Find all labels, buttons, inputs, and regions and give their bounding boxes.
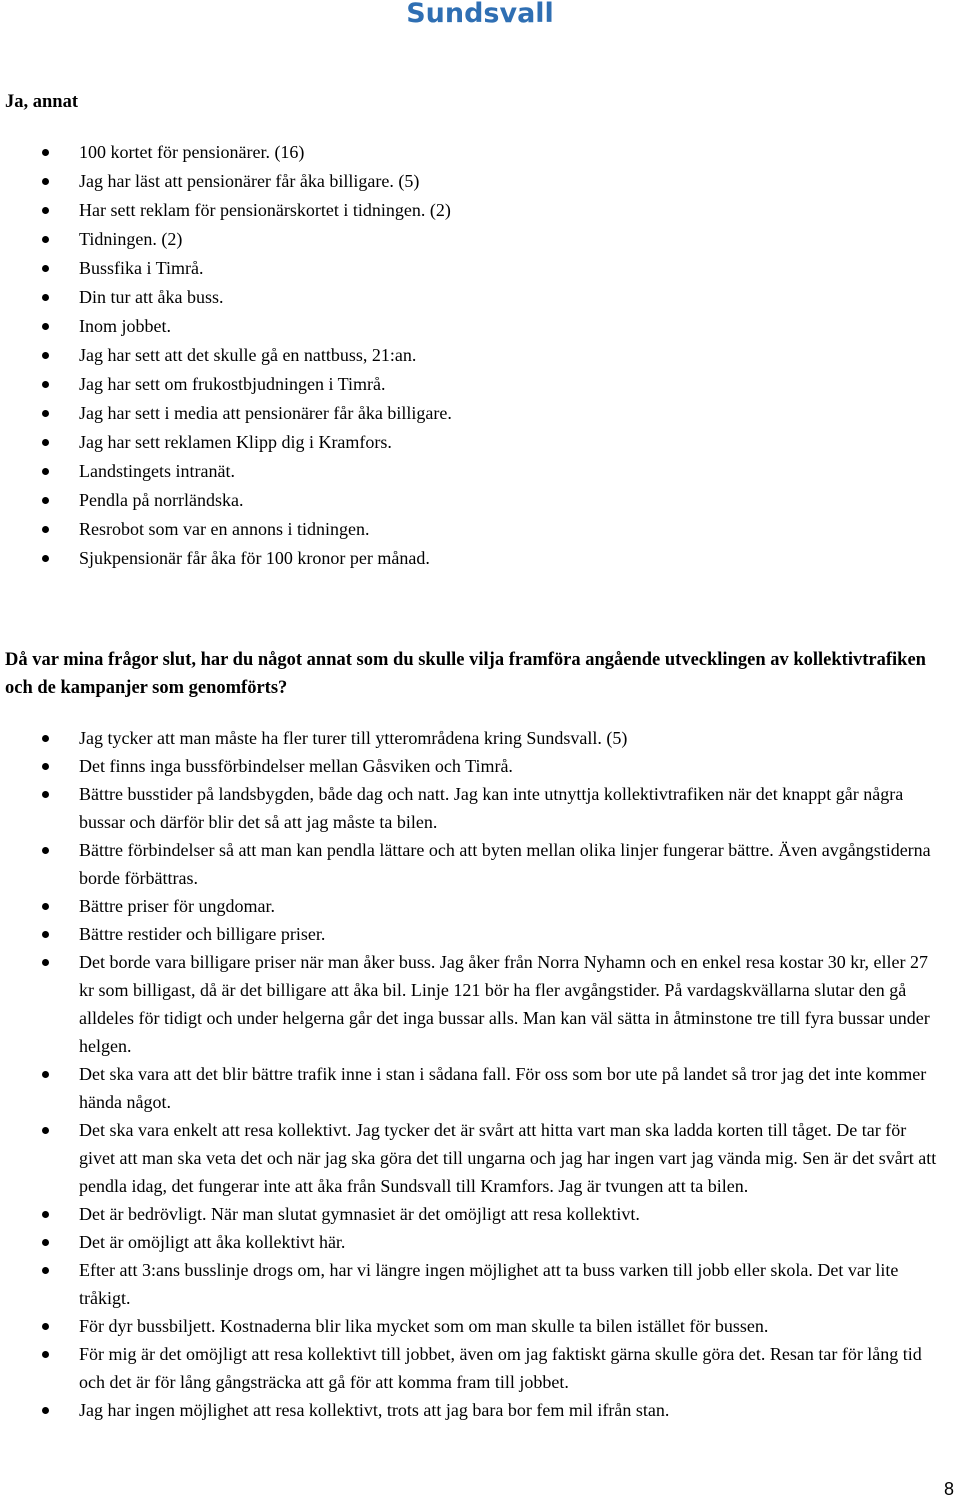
list-item-text: Inom jobbet. xyxy=(79,316,171,336)
bullet-icon xyxy=(42,265,49,272)
answer-list-final-question xyxy=(0,724,960,1424)
list-item xyxy=(0,752,960,780)
list-item xyxy=(0,836,960,892)
list-item-text: Din tur att åka buss. xyxy=(79,287,224,307)
list-item xyxy=(0,457,960,486)
list-item xyxy=(0,1396,960,1424)
list-item-text: Bättre priser för ungdomar. xyxy=(79,896,275,916)
list-item xyxy=(0,428,960,457)
bullet-icon xyxy=(42,1071,49,1078)
bullet-icon xyxy=(42,381,49,388)
bullet-icon xyxy=(42,1239,49,1246)
bullet-icon xyxy=(42,847,49,854)
list-item xyxy=(0,254,960,283)
bullet-icon xyxy=(42,323,49,330)
bullet-icon xyxy=(42,1267,49,1274)
list-item xyxy=(0,196,960,225)
list-item xyxy=(0,1116,960,1200)
list-item-text: För dyr bussbiljett. Kostnaderna blir lika mycket som om man skulle ta bilen istället för bussen. xyxy=(79,1316,769,1336)
list-item-text: Har sett reklam för pensionärskortet i tidningen. (2) xyxy=(79,200,451,220)
list-item-text: Det finns inga bussförbindelser mellan Gåsviken och Timrå. xyxy=(79,756,513,776)
section-heading-final-question: Då var mina frågor slut, har du något annat som du skulle vilja framföra angående utvecklingen av kollektivtrafiken och de kampanjer som genomförts? xyxy=(5,650,926,698)
list-item-text: Det borde vara billigare priser när man åker buss. Jag åker från Norra Nyhamn och en enkel resa kostar 30 kr, eller 27 kr som billigast, då är det billigare att åka bil. Linje 121 bör ha fler avgångstider. På vardagskvällarna slutar den gå alldeles för tidigt och under helgerna går det inga bussar alls. Man kan väl sätta in åtminstone tre till fyra bussar under helgen. xyxy=(79,952,930,1056)
list-item-text: 100 kortet för pensionärer. (16) xyxy=(79,142,305,162)
bullet-icon xyxy=(42,410,49,417)
answer-list-ja-annat xyxy=(0,138,960,573)
bullet-icon xyxy=(42,439,49,446)
list-item xyxy=(0,515,960,544)
list-item xyxy=(0,1228,960,1256)
bullet-icon xyxy=(42,1127,49,1134)
list-item-text: För mig är det omöjligt att resa kollektivt till jobbet, även om jag faktiskt gärna skulle göra det. Resan tar för lång tid och det är för lång gångsträcka att gå för att komma fram till jobbet. xyxy=(79,1344,922,1392)
bullet-icon xyxy=(42,497,49,504)
bullet-icon xyxy=(42,735,49,742)
list-item-text: Bättre busstider på landsbygden, både dag och natt. Jag kan inte utnyttja kollektivtrafiken när det knappt går några bussar och därför blir det så att jag måste ta bilen. xyxy=(79,784,904,832)
list-item xyxy=(0,486,960,515)
list-item-text: Landstingets intranät. xyxy=(79,461,235,481)
list-item-text: Sjukpensionär får åka för 100 kronor per månad. xyxy=(79,548,430,568)
list-item xyxy=(0,1200,960,1228)
page-title: Sundsvall xyxy=(406,0,554,29)
bullet-icon xyxy=(42,959,49,966)
bullet-icon xyxy=(42,178,49,185)
list-item-text: Bättre restider och billigare priser. xyxy=(79,924,326,944)
bullet-icon xyxy=(42,207,49,214)
list-item-text: Jag tycker att man måste ha fler turer till ytterområdena kring Sundsvall. (5) xyxy=(79,728,628,748)
list-item-text: Det är omöjligt att åka kollektivt här. xyxy=(79,1232,346,1252)
list-item-text: Resrobot som var en annons i tidningen. xyxy=(79,519,370,539)
bullet-icon xyxy=(42,763,49,770)
list-item-text: Jag har sett att det skulle gå en nattbuss, 21:an. xyxy=(79,345,417,365)
list-item-text: Tidningen. (2) xyxy=(79,229,183,249)
list-item xyxy=(0,225,960,254)
list-item-text: Jag har sett om frukostbjudningen i Timrå. xyxy=(79,374,386,394)
list-item xyxy=(0,1340,960,1396)
page-number: 8 xyxy=(943,1479,954,1499)
list-item-text: Det är bedrövligt. När man slutat gymnasiet är det omöjligt att resa kollektivt. xyxy=(79,1204,640,1224)
list-item-text: Det ska vara enkelt att resa kollektivt. Jag tycker det är svårt att hitta vart man ska ladda korten till tåget. De tar för givet att man ska veta det och när jag ska göra det till ungarna och jag har ingen vart jag vända mig. Sen är det svårt att pendla idag, det fungerar inte att åka från Sundsvall till Kramfors. Jag är tvungen att ta bilen. xyxy=(79,1120,937,1196)
bullet-icon xyxy=(42,526,49,533)
list-item xyxy=(0,341,960,370)
bullet-icon xyxy=(42,791,49,798)
list-item-text: Jag har sett reklamen Klipp dig i Kramfors. xyxy=(79,432,392,452)
bullet-icon xyxy=(42,1323,49,1330)
list-item xyxy=(0,167,960,196)
list-item xyxy=(0,1060,960,1116)
list-item xyxy=(0,1256,960,1312)
bullet-icon xyxy=(42,931,49,938)
list-item xyxy=(0,948,960,1060)
list-item xyxy=(0,138,960,167)
list-item-text: Jag har läst att pensionärer får åka billigare. (5) xyxy=(79,171,420,191)
bullet-icon xyxy=(42,294,49,301)
bullet-icon xyxy=(42,1211,49,1218)
bullet-icon xyxy=(42,468,49,475)
bullet-icon xyxy=(42,1407,49,1414)
bullet-icon xyxy=(42,236,49,243)
list-item-text: Jag har sett i media att pensionärer får åka billigare. xyxy=(79,403,452,423)
bullet-icon xyxy=(42,1351,49,1358)
list-item xyxy=(0,544,960,573)
list-item-text: Jag har ingen möjlighet att resa kollektivt, trots att jag bara bor fem mil ifrån stan. xyxy=(79,1400,670,1420)
list-item xyxy=(0,399,960,428)
bullet-icon xyxy=(42,352,49,359)
list-item-text: Bussfika i Timrå. xyxy=(79,258,204,278)
list-item xyxy=(0,780,960,836)
list-item-text: Pendla på norrländska. xyxy=(79,490,244,510)
list-item xyxy=(0,312,960,341)
list-item xyxy=(0,920,960,948)
list-item-text: Det ska vara att det blir bättre trafik inne i stan i sådana fall. För oss som bor ute på landet så tror jag det inte kommer hända något. xyxy=(79,1064,927,1112)
bullet-icon xyxy=(42,149,49,156)
section-heading-ja-annat: Ja, annat xyxy=(5,92,78,112)
bullet-icon xyxy=(42,903,49,910)
list-item-text: Efter att 3:ans busslinje drogs om, har vi längre ingen möjlighet att ta buss varken till jobb eller skola. Det var lite tråkigt. xyxy=(79,1260,899,1308)
list-item xyxy=(0,724,960,752)
list-item xyxy=(0,370,960,399)
list-item xyxy=(0,283,960,312)
list-item-text: Bättre förbindelser så att man kan pendla lättare och att byten mellan olika linjer fungerar bättre. Även avgångstiderna borde förbättras. xyxy=(79,840,931,888)
list-item xyxy=(0,892,960,920)
list-item xyxy=(0,1312,960,1340)
bullet-icon xyxy=(42,555,49,562)
